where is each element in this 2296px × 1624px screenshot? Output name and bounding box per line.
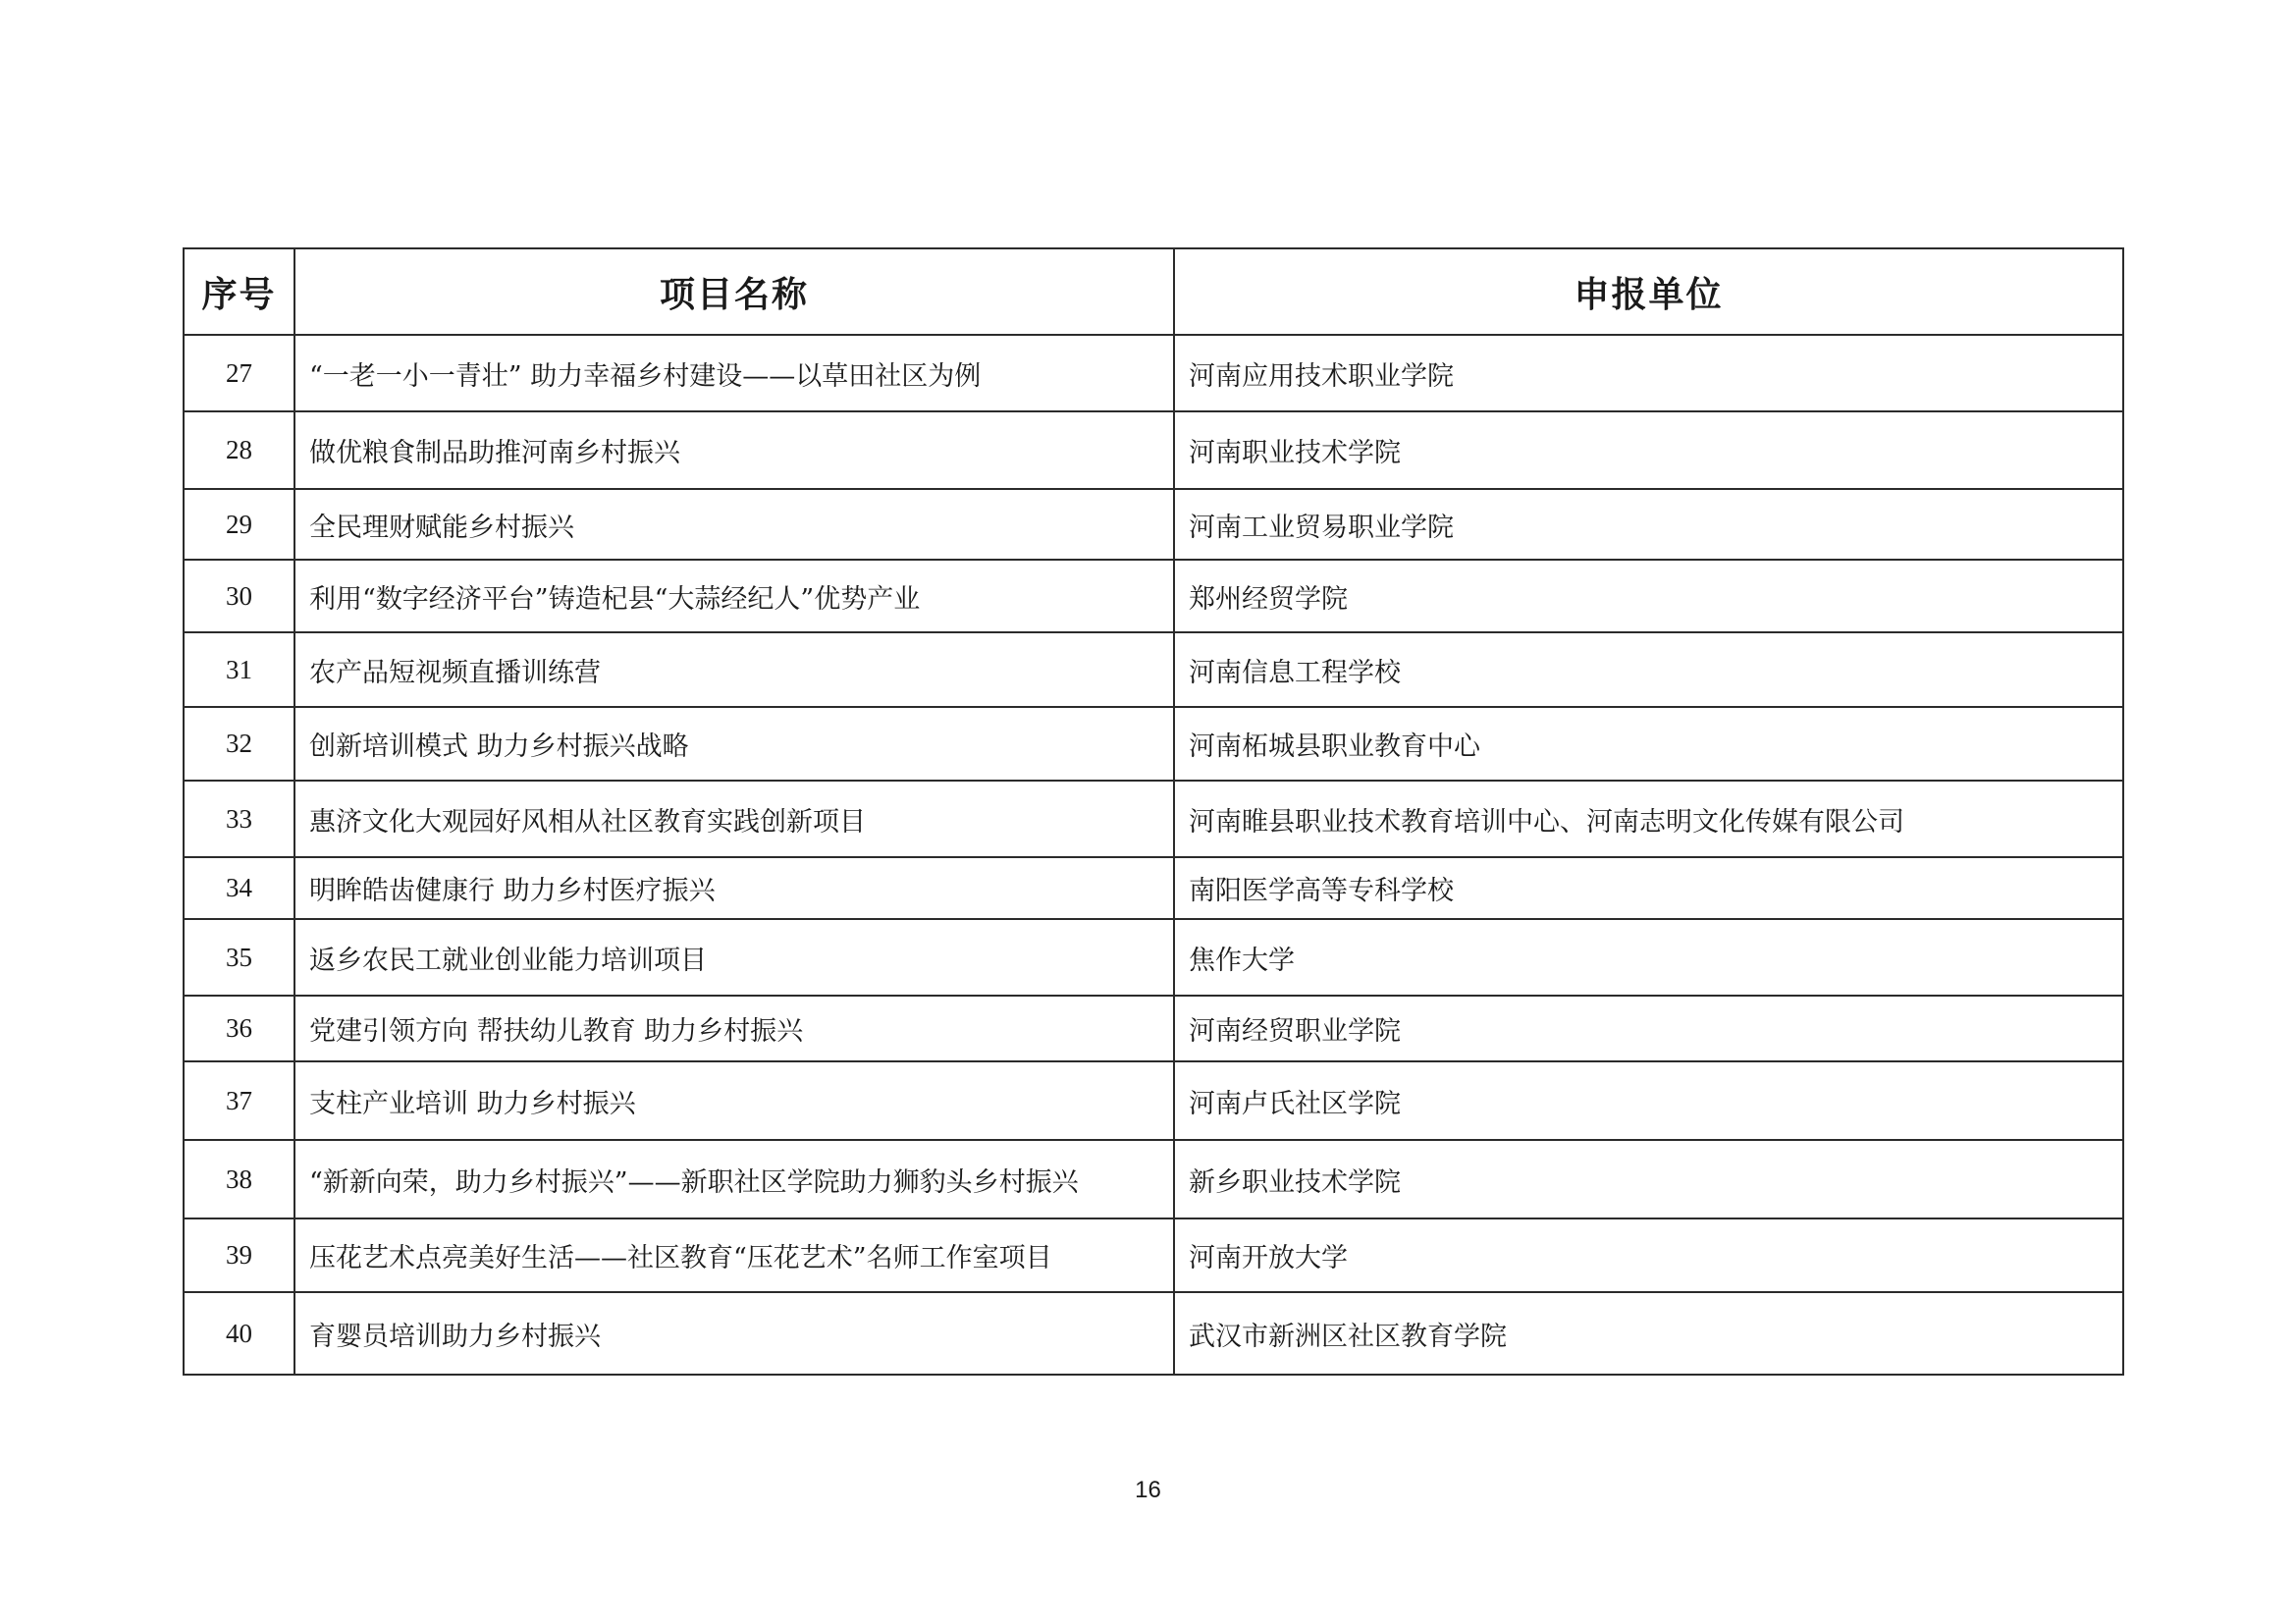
row-number: 31	[184, 632, 294, 707]
row-number: 27	[184, 335, 294, 411]
row-number: 34	[184, 857, 294, 919]
row-number: 40	[184, 1292, 294, 1375]
row-number: 28	[184, 411, 294, 489]
table-row	[184, 1061, 2123, 1140]
project-name: “新新向荣，助力乡村振兴”——新职社区学院助力狮豹头乡村振兴	[294, 1140, 1174, 1218]
table-row	[184, 996, 2123, 1061]
applicant-unit: 河南职业技术学院	[1174, 411, 2123, 489]
row-number: 33	[184, 781, 294, 857]
table-row	[184, 489, 2123, 560]
project-table	[183, 247, 2124, 1376]
table-header-row	[184, 248, 2123, 335]
table-row	[184, 560, 2123, 632]
table-row	[184, 1218, 2123, 1292]
project-name: 农产品短视频直播训练营	[294, 632, 1174, 707]
row-number: 30	[184, 560, 294, 632]
applicant-unit: 河南信息工程学校	[1174, 632, 2123, 707]
row-number: 29	[184, 489, 294, 560]
project-name: 压花艺术点亮美好生活——社区教育“压花艺术”名师工作室项目	[294, 1218, 1174, 1292]
table-row	[184, 707, 2123, 781]
row-number: 39	[184, 1218, 294, 1292]
applicant-unit: 河南卢氏社区学院	[1174, 1061, 2123, 1140]
table-row	[184, 632, 2123, 707]
project-name: 育婴员培训助力乡村振兴	[294, 1292, 1174, 1375]
row-number: 38	[184, 1140, 294, 1218]
applicant-unit: 河南柘城县职业教育中心	[1174, 707, 2123, 781]
applicant-unit: 新乡职业技术学院	[1174, 1140, 2123, 1218]
row-number: 32	[184, 707, 294, 781]
project-name: 全民理财赋能乡村振兴	[294, 489, 1174, 560]
project-name: 党建引领方向 帮扶幼儿教育 助力乡村振兴	[294, 996, 1174, 1061]
row-number: 35	[184, 919, 294, 996]
applicant-unit: 郑州经贸学院	[1174, 560, 2123, 632]
project-name: 支柱产业培训 助力乡村振兴	[294, 1061, 1174, 1140]
applicant-unit: 河南应用技术职业学院	[1174, 335, 2123, 411]
applicant-unit: 南阳医学高等专科学校	[1174, 857, 2123, 919]
table-row	[184, 781, 2123, 857]
project-name: 利用“数字经济平台”铸造杞县“大蒜经纪人”优势产业	[294, 560, 1174, 632]
project-name: 创新培训模式 助力乡村振兴战略	[294, 707, 1174, 781]
applicant-unit: 河南工业贸易职业学院	[1174, 489, 2123, 560]
table-row	[184, 335, 2123, 411]
applicant-unit: 河南睢县职业技术教育培训中心、河南志明文化传媒有限公司	[1174, 781, 2123, 857]
table-row	[184, 411, 2123, 489]
table-row	[184, 1140, 2123, 1218]
applicant-unit: 河南经贸职业学院	[1174, 996, 2123, 1061]
project-name: 惠济文化大观园好风相从社区教育实践创新项目	[294, 781, 1174, 857]
applicant-unit: 河南开放大学	[1174, 1218, 2123, 1292]
table-row	[184, 919, 2123, 996]
applicant-unit: 焦作大学	[1174, 919, 2123, 996]
table-row	[184, 1292, 2123, 1375]
row-number: 36	[184, 996, 294, 1061]
row-number: 37	[184, 1061, 294, 1140]
page-number: 16	[1135, 1477, 1161, 1503]
table-row	[184, 857, 2123, 919]
header-project-name: 项目名称	[294, 248, 1174, 335]
project-name: 做优粮食制品助推河南乡村振兴	[294, 411, 1174, 489]
project-name: 返乡农民工就业创业能力培训项目	[294, 919, 1174, 996]
header-applicant-unit: 申报单位	[1174, 248, 2123, 335]
header-serial-number: 序号	[184, 248, 294, 335]
applicant-unit: 武汉市新洲区社区教育学院	[1174, 1292, 2123, 1375]
project-name: “一老一小一青壮” 助力幸福乡村建设——以草田社区为例	[294, 335, 1174, 411]
project-name: 明眸皓齿健康行 助力乡村医疗振兴	[294, 857, 1174, 919]
